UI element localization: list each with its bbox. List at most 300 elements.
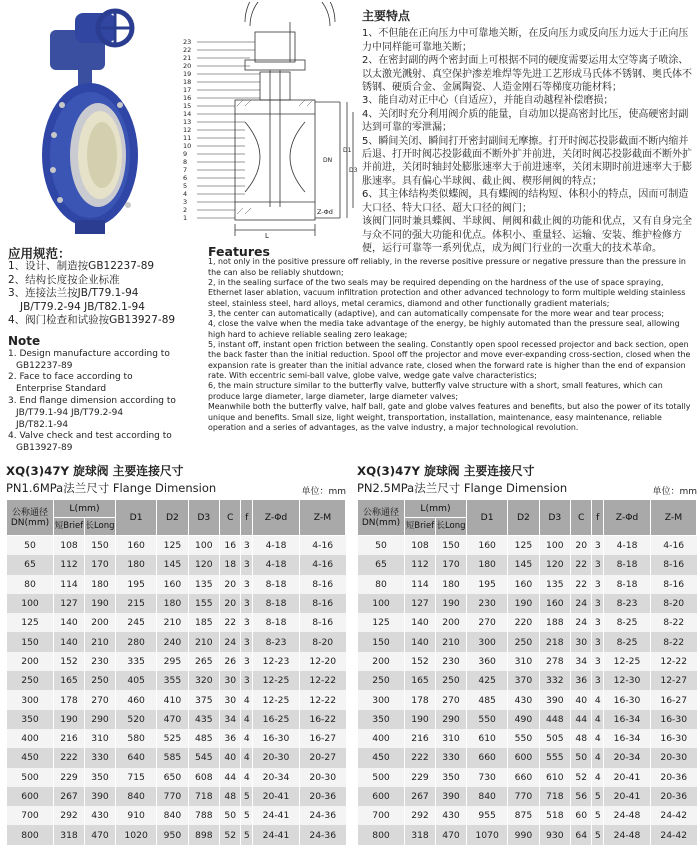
- table-cell: 310: [508, 652, 539, 671]
- table-cell: 12-23: [253, 652, 300, 671]
- table-cell: 48: [571, 729, 592, 748]
- table-cell: 425: [467, 671, 508, 690]
- table-title: XQ(3)47Y 旋球阀 主要连接尺寸: [357, 464, 535, 478]
- col-header-d1: D1: [116, 500, 157, 536]
- features-en-item: 5, instant off, instant open friction between the sealing. Constantly open spool recessed projector and back section, open the back faster than the initial reduction. Spool off the projector and move ever-expanding cross-section, closed when the expansion rate is greater than the initial advance rate, closed when the forward rate is higher than the end of expansion rate. With eccentric semi-ball valve, globe valve, wedge gate valve characteristics;: [208, 340, 691, 381]
- table-cell: 448: [539, 710, 570, 729]
- table-cell: 600: [358, 787, 405, 806]
- table-cell: 3: [592, 613, 604, 632]
- table-cell: 100: [358, 594, 405, 613]
- table-cell: 50: [220, 806, 241, 825]
- table-cell: 770: [157, 787, 188, 806]
- table-cell: 200: [436, 613, 467, 632]
- part-number-label: 9: [183, 150, 188, 158]
- table-cell: 955: [467, 806, 508, 825]
- table-cell: 20-30: [253, 748, 300, 767]
- table-cell: 5: [241, 825, 253, 844]
- table-row: [358, 555, 697, 574]
- table-cell: 135: [188, 575, 219, 594]
- table-cell: 16-27: [650, 690, 696, 709]
- part-number-label: 22: [183, 46, 192, 54]
- table-cell: 520: [116, 710, 157, 729]
- table-cell: 100: [539, 536, 570, 556]
- features-cn-item: 1、不但能在正向压力中可靠地关断，在反向压力或反向压力远大于正向压力中同样能可靠地关断；: [362, 28, 689, 53]
- table-cell: 585: [157, 748, 188, 767]
- table-cell: 800: [7, 825, 54, 844]
- table-cell: 250: [508, 632, 539, 651]
- table-cell: 8-16: [299, 575, 345, 594]
- table-cell: 36: [220, 729, 241, 748]
- table-cell: 20-30: [299, 768, 345, 787]
- table-cell: 160: [157, 575, 188, 594]
- part-number-label: 2: [183, 206, 188, 214]
- features-cn-item: 该阀门同时兼具蝶阀、半球阀、闸阀和截止阀的功能和优点，又有自身完全与众不同的强大功能和优点。体积小、重量轻、运输、安装、维护检修方便，运行可靠等一系列优点，成为阀门行业的一次重大的技术革命。: [362, 216, 692, 254]
- table-cell: 50: [7, 536, 54, 556]
- features-en-title: Features: [208, 244, 270, 259]
- col-header-f: f: [241, 500, 253, 536]
- note-en-item: 3. End flange dimension according to: [8, 395, 176, 406]
- table-cell: 12-27: [650, 671, 696, 690]
- table-cell: 460: [116, 690, 157, 709]
- table-cell: 4: [592, 748, 604, 767]
- table-row: [7, 690, 346, 709]
- table-row: [358, 690, 697, 709]
- col-header-d2: D2: [508, 500, 539, 536]
- note-en-item: GB12237-89: [16, 360, 73, 371]
- table-cell: 8-23: [253, 632, 300, 651]
- part-number-label: 23: [183, 38, 192, 46]
- table-row: [358, 594, 697, 613]
- table-cell: 240: [157, 632, 188, 651]
- table-cell: 5: [592, 787, 604, 806]
- dim-dn-label: DN: [323, 157, 333, 164]
- table-row: [7, 536, 346, 556]
- table-cell: 190: [508, 594, 539, 613]
- dimension-table: [6, 499, 346, 845]
- table-cell: 910: [116, 806, 157, 825]
- table-cell: 470: [157, 710, 188, 729]
- col-header-short: 短Brief: [54, 518, 85, 536]
- table-cell: 518: [539, 806, 570, 825]
- table-cell: 24-48: [604, 825, 651, 844]
- table-cell: 4: [241, 690, 253, 709]
- table-cell: 230: [436, 652, 467, 671]
- table-cell: 5: [592, 806, 604, 825]
- table-cell: 1070: [467, 825, 508, 844]
- features-en-block: [208, 244, 692, 433]
- table-cell: 4-16: [650, 536, 696, 556]
- col-header-l: L(mm): [405, 500, 467, 518]
- table-cell: 195: [467, 575, 508, 594]
- table-subtitle-text: PN2.5MPa法兰尺寸 Flange Dimension: [357, 481, 568, 495]
- table-cell: 500: [7, 768, 54, 787]
- table-cell: 150: [7, 632, 54, 651]
- table-cell: 20-36: [650, 787, 696, 806]
- table-cell: 12-20: [299, 652, 345, 671]
- table-cell: 840: [467, 787, 508, 806]
- table-row: [7, 594, 346, 613]
- table-cell: 20-30: [650, 748, 696, 767]
- table-cell: 718: [188, 787, 219, 806]
- table-cell: 650: [157, 768, 188, 787]
- table-cell: 430: [508, 690, 539, 709]
- table-cell: 20: [220, 575, 241, 594]
- note-en-item: 4. Valve check and test according to: [8, 431, 172, 442]
- dimension-table: [357, 499, 697, 845]
- table-cell: 48: [220, 787, 241, 806]
- table-cell: 16-30: [650, 710, 696, 729]
- table-cell: 250: [436, 671, 467, 690]
- table-cell: 350: [358, 710, 405, 729]
- features-en-item: 4, close the valve when the media take advantage of the energy, be highly automated than the pressure seal, allowing high hard to achieve reliable sealing zero leakage;: [208, 319, 680, 339]
- part-number-label: 8: [183, 158, 188, 166]
- table-cell: 5: [241, 787, 253, 806]
- table-cell: 20-34: [604, 748, 651, 767]
- table-cell: 135: [539, 575, 570, 594]
- table-cell: 875: [508, 806, 539, 825]
- table-cell: 435: [188, 710, 219, 729]
- note-en-item: GB13927-89: [16, 443, 73, 454]
- table-cell: 715: [116, 768, 157, 787]
- table-row: [358, 613, 697, 632]
- table-cell: 5: [592, 825, 604, 844]
- table-cell: 12-22: [299, 690, 345, 709]
- part-number-label: 17: [183, 86, 192, 94]
- table-cell: 485: [467, 690, 508, 709]
- table-row: [7, 787, 346, 806]
- table-cell: 250: [358, 671, 405, 690]
- table-cell: 34: [571, 652, 592, 671]
- table-cell: 100: [7, 594, 54, 613]
- table-cell: 4-16: [299, 555, 345, 574]
- table-cell: 16-30: [604, 690, 651, 709]
- table-cell: 188: [539, 613, 570, 632]
- table-cell: 355: [157, 671, 188, 690]
- part-number-label: 18: [183, 78, 192, 86]
- table-cell: 216: [54, 729, 85, 748]
- table-cell: 390: [539, 690, 570, 709]
- table-cell: 20-41: [604, 787, 651, 806]
- table-cell: 230: [85, 652, 116, 671]
- table-cell: 3: [592, 575, 604, 594]
- table-cell: 125: [508, 536, 539, 556]
- table-cell: 290: [436, 710, 467, 729]
- table-cell: 8-25: [604, 613, 651, 632]
- table-cell: 200: [358, 652, 405, 671]
- table-cell: 12-22: [299, 671, 345, 690]
- valve-section-drawing: [175, 2, 360, 240]
- flange-table-pn16: [6, 462, 346, 845]
- table-cell: 930: [539, 825, 570, 844]
- table-cell: 390: [85, 787, 116, 806]
- table-cell: 24-36: [299, 825, 345, 844]
- part-number-label: 10: [183, 142, 192, 150]
- table-cell: 30: [220, 671, 241, 690]
- table-body: [358, 536, 697, 845]
- table-cell: 64: [571, 825, 592, 844]
- table-cell: 20-41: [604, 768, 651, 787]
- table-cell: 4: [592, 690, 604, 709]
- note-en-item: 2. Face to face according to: [8, 372, 133, 383]
- table-cell: 190: [85, 594, 116, 613]
- table-cell: 300: [467, 632, 508, 651]
- table-cell: 230: [467, 594, 508, 613]
- table-cell: 610: [467, 729, 508, 748]
- table-cell: 450: [7, 748, 54, 767]
- table-cell: 525: [157, 729, 188, 748]
- note-en-block: [8, 336, 208, 455]
- table-cell: 3: [592, 652, 604, 671]
- table-cell: 1020: [116, 825, 157, 844]
- table-cell: 280: [116, 632, 157, 651]
- table-cell: 24-42: [650, 825, 696, 844]
- col-header-l: L(mm): [54, 500, 116, 518]
- table-cell: 22: [571, 555, 592, 574]
- table-cell: 300: [7, 690, 54, 709]
- table-cell: 108: [54, 536, 85, 556]
- table-cell: 270: [436, 690, 467, 709]
- table-cell: 24-41: [253, 825, 300, 844]
- table-cell: 8-18: [253, 575, 300, 594]
- table-cell: 150: [436, 536, 467, 556]
- col-header-long: 长Long: [85, 518, 116, 536]
- col-header-d2: D2: [157, 500, 188, 536]
- col-header-f: f: [592, 500, 604, 536]
- table-cell: 24-41: [253, 806, 300, 825]
- part-number-label: 12: [183, 126, 192, 134]
- table-unit: 单位：mm: [301, 487, 346, 497]
- table-cell: 190: [54, 710, 85, 729]
- table-cell: 8-18: [604, 555, 651, 574]
- table-cell: 22: [220, 613, 241, 632]
- note-en-title: Note: [8, 334, 41, 348]
- table-cell: 3: [241, 536, 253, 556]
- table-cell: 210: [157, 613, 188, 632]
- table-row: [7, 825, 346, 844]
- table-cell: 165: [405, 671, 436, 690]
- table-cell: 335: [116, 652, 157, 671]
- table-row: [7, 613, 346, 632]
- table-cell: 52: [220, 825, 241, 844]
- table-cell: 770: [508, 787, 539, 806]
- table-cell: 3: [241, 652, 253, 671]
- table-cell: 470: [85, 825, 116, 844]
- table-cell: 350: [436, 768, 467, 787]
- table-cell: 4: [241, 748, 253, 767]
- table-cell: 4-18: [604, 536, 651, 556]
- standards-cn-title: 应用规范：: [8, 246, 71, 261]
- table-cell: 127: [405, 594, 436, 613]
- table-row: [358, 575, 697, 594]
- features-en-item: 1, not only in the positive pressure off reliably, in the reverse positive pressure or negative pressure than the pressure in the can also be reliably shutdown;: [208, 257, 686, 277]
- table-cell: 430: [436, 806, 467, 825]
- table-cell: 160: [467, 536, 508, 556]
- table-cell: 20-41: [253, 787, 300, 806]
- note-en-item: JB/T79.1-94 JB/T79.2-94: [16, 407, 124, 418]
- table-cell: 170: [436, 555, 467, 574]
- table-cell: 65: [358, 555, 405, 574]
- table-cell: 840: [157, 806, 188, 825]
- table-cell: 608: [188, 768, 219, 787]
- table-row: [358, 825, 697, 844]
- table-cell: 56: [571, 787, 592, 806]
- table-cell: 16-34: [604, 710, 651, 729]
- col-header-c: C: [220, 500, 241, 536]
- table-row: [7, 632, 346, 651]
- table-cell: 24: [571, 613, 592, 632]
- table-cell: 320: [188, 671, 219, 690]
- table-cell: 108: [405, 536, 436, 556]
- table-row: [7, 729, 346, 748]
- table-cell: 3: [592, 536, 604, 556]
- table-cell: 8-18: [253, 594, 300, 613]
- table-cell: 4-16: [299, 536, 345, 556]
- table-cell: 730: [467, 768, 508, 787]
- table-cell: 550: [508, 729, 539, 748]
- dim-d3-label: D3: [349, 167, 358, 174]
- table-cell: 8-22: [650, 632, 696, 651]
- table-cell: 145: [157, 555, 188, 574]
- table-row: [358, 729, 697, 748]
- table-cell: 180: [85, 575, 116, 594]
- table-cell: 140: [405, 613, 436, 632]
- standards-cn-item: 1、设计、制造按GB12237-89: [8, 260, 155, 273]
- features-cn-item: 2、在密封副的两个密封面上可根据不同的硬度需要运用太空等离子喷涂、以太激光溅射、真空保护渗差堆焊等先进工艺形成马氏体不锈钢、奥氏体不锈钢、硬质合金、金属陶瓷、人造金刚石等梯度功能材料；: [362, 55, 692, 94]
- table-cell: 52: [571, 768, 592, 787]
- table-row: [7, 555, 346, 574]
- table-cell: 4: [592, 768, 604, 787]
- flange-table-pn25: [357, 462, 697, 845]
- table-row: [7, 575, 346, 594]
- col-header-d1: D1: [467, 500, 508, 536]
- table-cell: 5: [241, 806, 253, 825]
- col-header-zd: Z-Φd: [253, 500, 300, 536]
- table-cell: 120: [188, 555, 219, 574]
- table-cell: 24-42: [650, 806, 696, 825]
- table-cell: 318: [405, 825, 436, 844]
- part-number-label: 21: [183, 54, 192, 62]
- features-en-item: 2, in the sealing surface of the two seals may be required depending on the hardness of the use of space spraying, Ethernet laser ablation, vacuum infiltration protection and other advanced technology to form multiple welding stainless steel, stainless steel, hard alloys, metal ceramics, diamond and other functionally gradient materials;: [208, 278, 686, 308]
- table-cell: 125: [7, 613, 54, 632]
- table-cell: 267: [405, 787, 436, 806]
- table-cell: 8-25: [604, 632, 651, 651]
- part-number-label: 13: [183, 118, 192, 126]
- col-header-zm: Z-M: [299, 500, 345, 536]
- table-cell: 410: [157, 690, 188, 709]
- table-cell: 3: [592, 632, 604, 651]
- table-cell: 265: [188, 652, 219, 671]
- table-cell: 8-16: [650, 555, 696, 574]
- standards-cn-item: 2、结构长度按企业标准: [8, 273, 120, 286]
- table-cell: 120: [539, 555, 570, 574]
- table-cell: 898: [188, 825, 219, 844]
- table-cell: 12-22: [650, 652, 696, 671]
- table-cell: 3: [592, 555, 604, 574]
- table-subtitle: [357, 480, 697, 496]
- table-cell: 178: [405, 690, 436, 709]
- table-cell: 218: [539, 632, 570, 651]
- table-cell: 505: [539, 729, 570, 748]
- table-cell: 292: [54, 806, 85, 825]
- table-cell: 152: [54, 652, 85, 671]
- table-cell: 3: [241, 575, 253, 594]
- col-header-short: 短Brief: [405, 518, 436, 536]
- table-cell: 150: [358, 632, 405, 651]
- table-cell: 140: [54, 613, 85, 632]
- table-cell: 229: [54, 768, 85, 787]
- table-cell: 44: [220, 768, 241, 787]
- table-cell: 270: [467, 613, 508, 632]
- table-cell: 400: [7, 729, 54, 748]
- table-cell: 222: [54, 748, 85, 767]
- features-en-item: 6, the main structure similar to the butterfly valve, butterfly valve structure with a short, small features, which can produce large diameter, large diameter, large diameter valves;: [208, 381, 663, 401]
- table-cell: 16-30: [253, 729, 300, 748]
- table-cell: 3: [592, 671, 604, 690]
- table-cell: 840: [116, 787, 157, 806]
- table-cell: 660: [467, 748, 508, 767]
- table-cell: 26: [220, 652, 241, 671]
- table-cell: 22: [571, 575, 592, 594]
- table-cell: 660: [508, 768, 539, 787]
- table-row: [7, 671, 346, 690]
- part-number-label: 20: [183, 62, 192, 70]
- table-cell: 140: [405, 632, 436, 651]
- table-cell: 190: [436, 594, 467, 613]
- table-cell: 60: [571, 806, 592, 825]
- table-cell: 180: [116, 555, 157, 574]
- table-cell: 216: [405, 729, 436, 748]
- table-cell: 210: [436, 632, 467, 651]
- table-title: XQ(3)47Y 旋球阀 主要连接尺寸: [6, 464, 184, 478]
- note-en-item: 1. Design manufacture according to: [8, 348, 170, 359]
- table-cell: 485: [188, 729, 219, 748]
- table-cell: 210: [85, 632, 116, 651]
- table-cell: 12-30: [604, 671, 651, 690]
- table-cell: 34: [220, 710, 241, 729]
- note-en-item: Enterprise Standard: [16, 384, 107, 395]
- table-cell: 160: [116, 536, 157, 556]
- dim-l-label: L: [265, 232, 269, 240]
- table-cell: 50: [358, 536, 405, 556]
- table-cell: 4: [241, 710, 253, 729]
- table-body: [7, 536, 346, 845]
- table-cell: 8-22: [650, 613, 696, 632]
- standards-cn-block: [8, 247, 208, 327]
- table-cell: 180: [157, 594, 188, 613]
- table-row: [7, 748, 346, 767]
- table-cell: 545: [188, 748, 219, 767]
- table-cell: 220: [508, 613, 539, 632]
- table-cell: 16: [220, 536, 241, 556]
- part-number-label: 7: [183, 166, 188, 174]
- table-cell: 180: [436, 575, 467, 594]
- table-cell: 12-25: [604, 652, 651, 671]
- col-header-zm: Z-M: [650, 500, 696, 536]
- col-header-zd: Z-Φd: [604, 500, 651, 536]
- features-cn-item: 4、关闭时充分利用阀介质的能量，自动加以提高密封比压，使高硬密封副达到可靠的零泄漏；: [362, 108, 689, 134]
- table-cell: 100: [188, 536, 219, 556]
- table-cell: 8-20: [650, 594, 696, 613]
- table-row: [358, 632, 697, 651]
- dim-d1-label: D1: [343, 147, 352, 154]
- part-number-label: 3: [183, 198, 188, 206]
- table-cell: 990: [508, 825, 539, 844]
- table-cell: 178: [54, 690, 85, 709]
- table-subtitle-text: PN1.6MPa法兰尺寸 Flange Dimension: [6, 481, 217, 495]
- table-cell: 350: [85, 768, 116, 787]
- table-cell: 127: [54, 594, 85, 613]
- table-cell: 80: [7, 575, 54, 594]
